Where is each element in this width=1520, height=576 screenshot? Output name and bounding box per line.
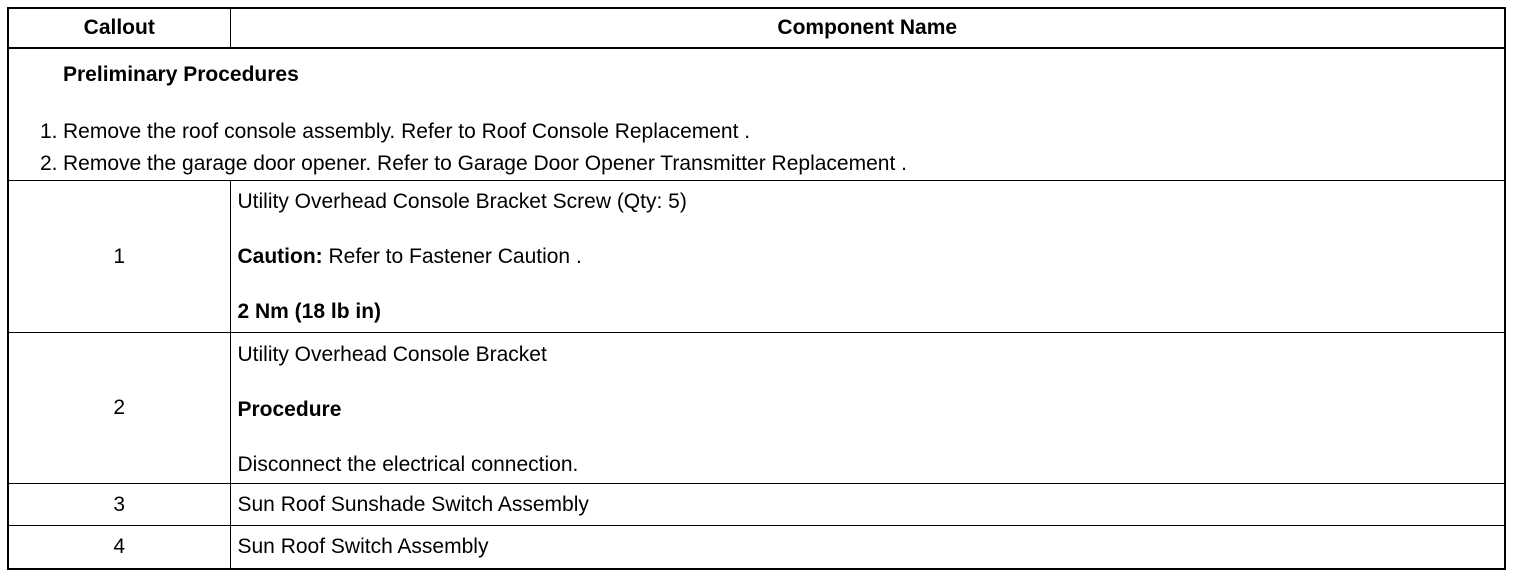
caution-label: Caution: bbox=[237, 245, 323, 268]
callout-number: 2 bbox=[8, 333, 230, 484]
component-table bbox=[7, 7, 1506, 570]
component-cell bbox=[230, 333, 1505, 484]
step-number-wrap bbox=[9, 148, 63, 180]
callout-number: 1 bbox=[8, 181, 230, 333]
component-cell bbox=[230, 181, 1505, 333]
step-text: Remove the roof console assembly. Refer to Roof Console Replacement . bbox=[63, 120, 751, 143]
torque-spec: 2 Nm (18 lb in) bbox=[237, 300, 382, 323]
header-component-name: Component Name bbox=[230, 8, 1505, 48]
procedure-label: Procedure bbox=[237, 398, 342, 421]
table-row bbox=[8, 333, 1505, 484]
table-row bbox=[8, 484, 1505, 526]
component-name: Utility Overhead Console Bracket Screw (Qty: 5) bbox=[237, 190, 687, 213]
caution-text: Refer to Fastener Caution . bbox=[322, 245, 582, 268]
component-name: Sun Roof Sunshade Switch Assembly bbox=[230, 484, 1505, 526]
caution-note bbox=[238, 245, 1505, 269]
step-number: 2. bbox=[40, 152, 58, 175]
table-row bbox=[8, 526, 1505, 570]
step-number-wrap bbox=[9, 116, 63, 148]
step-number: 1. bbox=[40, 120, 58, 143]
header-callout: Callout bbox=[8, 8, 230, 48]
component-name: Sun Roof Switch Assembly bbox=[230, 526, 1505, 570]
component-name: Utility Overhead Console Bracket bbox=[237, 343, 547, 366]
callout-number: 4 bbox=[8, 526, 230, 570]
preliminary-steps-list bbox=[9, 116, 1504, 180]
procedure-text: Disconnect the electrical connection. bbox=[237, 453, 579, 476]
preliminary-step bbox=[9, 148, 1504, 180]
preliminary-title: Preliminary Procedures bbox=[63, 63, 299, 86]
preliminary-step bbox=[9, 116, 1504, 148]
table-header-row bbox=[8, 8, 1505, 48]
table-row bbox=[8, 181, 1505, 333]
step-text: Remove the garage door opener. Refer to Garage Door Opener Transmitter Replacement . bbox=[63, 152, 907, 175]
callout-number: 3 bbox=[8, 484, 230, 526]
preliminary-procedures-cell bbox=[8, 48, 1505, 181]
preliminary-procedures-row bbox=[8, 48, 1505, 181]
